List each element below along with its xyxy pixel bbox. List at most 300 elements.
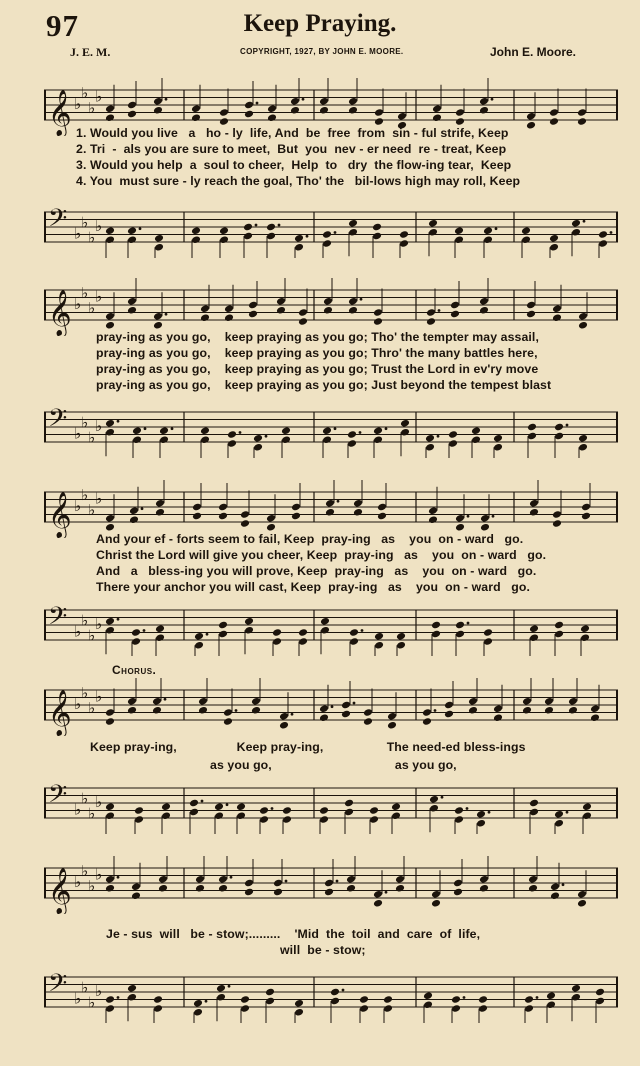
note-head (395, 884, 405, 893)
flat-icon: ♭ (95, 615, 103, 633)
note-head (105, 321, 115, 330)
note-head (319, 806, 329, 815)
flat-icon: ♭ (95, 687, 103, 706)
note-head (349, 628, 359, 637)
flat-icon: ♭ (74, 95, 82, 113)
flat-icon: ♭ (74, 497, 82, 515)
note-head (468, 706, 478, 715)
system1-verse3: 3. Would you help a soul to cheer, Help to dry the flow-ing tear, Keep (76, 158, 512, 172)
note-head (577, 117, 587, 126)
note-head (399, 230, 409, 239)
flat-icon: ♭ (88, 500, 96, 519)
flat-icon: ♭ (88, 428, 96, 447)
note-head (432, 113, 442, 122)
flat-icon: ♭ (95, 217, 103, 235)
note-head (529, 799, 539, 808)
note-head (546, 991, 556, 1000)
dot-mark (359, 431, 362, 434)
note-head (369, 806, 379, 815)
note-head (154, 234, 164, 243)
dot-mark (337, 500, 340, 503)
note-head (105, 113, 115, 122)
flat-icon: ♭ (74, 800, 82, 819)
note-head (524, 995, 534, 1004)
note-head (281, 426, 291, 435)
note-head (279, 721, 289, 730)
dot-mark (144, 427, 147, 430)
flat-icon: ♭ (81, 213, 89, 232)
lyricist-credit: J. E. M. (70, 45, 111, 59)
note-head (127, 706, 137, 715)
note-head (105, 995, 115, 1004)
note-head (479, 106, 489, 115)
note-head (348, 219, 358, 228)
treble-clef-icon: 𝄞 (48, 690, 72, 736)
note-head (259, 806, 269, 815)
system1-verse4: 4. You must sure - ly reach the goal, Tho' the bil-lows high may roll, Keep (76, 174, 521, 188)
note-head (127, 226, 137, 235)
dot-mark (360, 298, 363, 301)
dot-mark (117, 876, 120, 879)
dot-mark (306, 235, 309, 238)
note-head (568, 706, 578, 715)
dot-mark (566, 811, 569, 814)
flat-icon: ♭ (88, 98, 96, 117)
flat-icon: ♭ (95, 87, 103, 106)
note-head (266, 223, 276, 232)
note-head (526, 121, 536, 130)
note-head (374, 117, 384, 126)
note-head (132, 426, 142, 435)
note-head (582, 802, 592, 811)
copyright-notice: COPYRIGHT, 1927, BY JOHN E. MOORE. (240, 47, 404, 56)
dot-mark (278, 224, 281, 227)
note-head (598, 230, 608, 239)
note-head (153, 995, 163, 1004)
dot-mark (230, 876, 233, 879)
note-head (431, 899, 441, 908)
system4-echo-lyric: as you go, as you go, (210, 758, 457, 772)
flat-icon: ♭ (95, 982, 103, 1000)
note-head (448, 430, 458, 439)
note-head (219, 226, 229, 235)
system2-bass-staff (44, 400, 618, 458)
note-head (544, 706, 554, 715)
note-head (454, 806, 464, 815)
note-head (373, 899, 383, 908)
note-head (159, 426, 169, 435)
note-head (161, 802, 171, 811)
note-head (153, 106, 163, 115)
note-head (282, 806, 292, 815)
hymn-title: Keep Praying. (243, 10, 397, 37)
note-head (216, 984, 226, 993)
note-head (578, 434, 588, 443)
note-head (348, 306, 358, 315)
dot-mark (201, 800, 204, 803)
note-head (383, 995, 393, 1004)
bass-clef-icon: 𝄢 (48, 969, 68, 1004)
note-head (155, 508, 165, 517)
note-head (571, 984, 581, 993)
dot-mark (239, 431, 242, 434)
note-head (218, 884, 228, 893)
note-head (526, 310, 536, 319)
flat-icon: ♭ (81, 485, 89, 504)
system3-verse1: And your ef - forts seem to fail, Keep pray-ing as you on - ward go. (96, 532, 524, 546)
note-head (554, 810, 564, 819)
note-head (483, 226, 493, 235)
note-head (453, 888, 463, 897)
note-head (244, 888, 254, 897)
note-head (374, 632, 384, 641)
system5-lyric: Je - sus will be - stow;......... 'Mid the toil and care of life, (106, 927, 481, 941)
note-head (189, 799, 199, 808)
note-head (428, 219, 438, 228)
note-head (347, 430, 357, 439)
note-head (248, 310, 258, 319)
dot-mark (235, 709, 238, 712)
note-head (346, 884, 356, 893)
note-head (272, 628, 282, 637)
dot-mark (334, 427, 337, 430)
note-head (396, 632, 406, 641)
flat-icon: ♭ (88, 876, 96, 895)
dot-mark (466, 807, 469, 810)
dot-mark (226, 803, 229, 806)
note-head (251, 706, 261, 715)
note-head (455, 523, 465, 532)
note-head (493, 713, 503, 722)
note-head (478, 995, 488, 1004)
dot-mark (334, 231, 337, 234)
flat-icon: ♭ (88, 698, 96, 717)
note-head (391, 802, 401, 811)
dot-mark (139, 227, 142, 230)
system5-treble-staff (44, 856, 618, 914)
note-head (105, 523, 115, 532)
note-head (320, 617, 330, 626)
dot-mark (302, 98, 305, 101)
note-head (319, 713, 329, 722)
system2-verse3: pray-ing as you go, keep praying as you go; Trust the Lord in ev'ry move (96, 362, 539, 376)
note-head (426, 317, 436, 326)
dot-mark (610, 231, 613, 234)
dot-mark (467, 622, 470, 625)
flat-icon: ♭ (95, 865, 103, 884)
bass-clef-icon: 𝄢 (48, 780, 68, 815)
note-head (330, 988, 340, 997)
note-head (267, 113, 277, 122)
note-head (400, 419, 410, 428)
flat-icon: ♭ (81, 978, 89, 997)
note-head (529, 508, 539, 517)
note-head (155, 624, 165, 633)
dot-mark (285, 880, 288, 883)
system4-lyric: Keep pray-ing, Keep pray-ing, The need-ed bless-ings (90, 740, 526, 754)
note-head (580, 624, 590, 633)
dot-mark (256, 102, 259, 105)
dot-mark (206, 633, 209, 636)
note-head (198, 706, 208, 715)
flat-icon: ♭ (95, 287, 103, 306)
chorus-label: Chorus. (112, 663, 157, 677)
note-head (529, 624, 539, 633)
note-head (455, 621, 465, 630)
note-head (219, 117, 229, 126)
note-head (236, 802, 246, 811)
flat-icon: ♭ (88, 228, 96, 247)
note-head (423, 991, 433, 1000)
dot-mark (441, 796, 444, 799)
flat-icon: ♭ (74, 622, 82, 641)
flat-icon: ♭ (81, 683, 89, 702)
system3-verse4: There your anchor you will cast, Keep pray-ing as you on - ward go. (96, 580, 530, 594)
note-head (522, 706, 532, 715)
dot-mark (385, 891, 388, 894)
note-head (153, 321, 163, 330)
note-head (131, 628, 141, 637)
note-head (223, 717, 233, 726)
flat-icon: ♭ (88, 298, 96, 317)
note-head (373, 426, 383, 435)
dot-mark (536, 996, 539, 999)
note-head (192, 512, 202, 521)
system3-treble-staff (44, 480, 618, 538)
note-head (324, 888, 334, 897)
note-head (377, 512, 387, 521)
hymn-number: 97 (46, 8, 79, 43)
note-head (200, 426, 210, 435)
note-head (298, 317, 308, 326)
note-head (240, 995, 250, 1004)
note-head (363, 717, 373, 726)
flat-icon: ♭ (74, 424, 82, 443)
system1-bass-staff (44, 200, 618, 258)
system1-verse1: 1. Would you live a ho - ly life, And be free from sin - ful strife, Keep (76, 126, 509, 140)
dot-mark (117, 618, 120, 621)
dot-mark (336, 880, 339, 883)
note-head (479, 306, 489, 315)
note-head (298, 628, 308, 637)
note-head (422, 717, 432, 726)
note-head (291, 512, 301, 521)
flat-icon: ♭ (81, 861, 89, 880)
note-head (353, 508, 363, 517)
note-head (450, 310, 460, 319)
note-head (244, 617, 254, 626)
dot-mark (467, 515, 470, 518)
note-head (127, 306, 137, 315)
note-head (131, 891, 141, 900)
note-head (431, 621, 441, 630)
flat-icon: ♭ (74, 295, 82, 313)
dot-mark (164, 698, 167, 701)
note-head (480, 523, 490, 532)
dot-mark (271, 807, 274, 810)
bass-clef-icon: 𝄢 (48, 602, 68, 637)
note-head (578, 321, 588, 330)
note-head (451, 995, 461, 1004)
note-head (571, 219, 581, 228)
system3-bass-staff (44, 598, 618, 656)
system3-verse3: And a bless-ing you will prove, Keep pray-ing as you on - ward go. (96, 564, 537, 578)
system4-bass-staff (44, 776, 618, 834)
note-head (323, 306, 333, 315)
note-head (105, 419, 115, 428)
bass-clef-icon: 𝄢 (48, 404, 68, 439)
note-head (105, 717, 115, 726)
treble-clef-icon: 𝄞 (48, 868, 72, 914)
note-head (527, 423, 537, 432)
note-head (595, 988, 605, 997)
dot-mark (117, 996, 120, 999)
note-head (554, 423, 564, 432)
note-head (194, 632, 204, 641)
system2-verse2: pray-ing as you go, keep praying as you go; Thro' the many battles here, (96, 346, 538, 360)
dot-mark (205, 1000, 208, 1003)
note-head (129, 515, 139, 524)
dot-mark (255, 224, 258, 227)
dot-mark (143, 629, 146, 632)
note-head (158, 884, 168, 893)
note-head (493, 434, 503, 443)
note-head (253, 434, 263, 443)
note-head (348, 106, 358, 115)
note-head (214, 802, 224, 811)
note-head (240, 519, 250, 528)
dot-mark (165, 98, 168, 101)
note-head (373, 317, 383, 326)
dot-mark (492, 515, 495, 518)
flat-icon: ♭ (88, 626, 96, 645)
note-head (105, 617, 115, 626)
dot-mark (495, 227, 498, 230)
note-head (218, 512, 228, 521)
note-head (590, 713, 600, 722)
note-head (471, 426, 481, 435)
note-head (550, 891, 560, 900)
note-head (528, 884, 538, 893)
flat-icon: ♭ (74, 224, 82, 243)
note-head (127, 984, 137, 993)
note-head (429, 795, 439, 804)
note-head (193, 999, 203, 1008)
system2-verse4: pray-ing as you go, keep praying as you go; Just beyond the tempest blast (96, 378, 552, 392)
note-head (290, 106, 300, 115)
dot-mark (265, 435, 268, 438)
dot-mark (562, 883, 565, 886)
treble-clef-icon: 𝄞 (48, 290, 72, 336)
flat-icon: ♭ (74, 873, 82, 891)
note-head (105, 226, 115, 235)
note-head (243, 223, 253, 232)
note-head (577, 899, 587, 908)
note-head (344, 799, 354, 808)
system2-verse1: pray-ing as you go, keep praying as you go; Tho' the tempter may assail, (96, 330, 539, 344)
note-head (483, 628, 493, 637)
dot-mark (141, 507, 144, 510)
flat-icon: ♭ (95, 417, 103, 435)
note-head (444, 710, 454, 719)
note-head (152, 706, 162, 715)
flat-icon: ♭ (95, 489, 103, 508)
note-head (549, 117, 559, 126)
note-head (127, 110, 137, 119)
flat-icon: ♭ (74, 695, 82, 713)
flat-icon: ♭ (81, 283, 89, 302)
note-head (322, 230, 332, 239)
dot-mark (437, 435, 440, 438)
flat-icon: ♭ (88, 993, 96, 1012)
note-head (479, 884, 489, 893)
note-head (372, 223, 382, 232)
note-head (549, 234, 559, 243)
note-head (387, 721, 397, 730)
system1-verse2: 2. Tri - als you are sure to meet, But you nev - er need re - treat, Keep (76, 142, 507, 156)
dot-mark (434, 709, 437, 712)
system5-bass-staff (44, 965, 618, 1023)
flat-icon: ♭ (81, 413, 89, 432)
note-head (454, 226, 464, 235)
note-head (476, 810, 486, 819)
dot-mark (171, 427, 174, 430)
note-head (200, 313, 210, 322)
note-head (341, 710, 351, 719)
note-head (276, 306, 286, 315)
note-head (552, 519, 562, 528)
note-head (455, 117, 465, 126)
flat-icon: ♭ (95, 793, 103, 811)
dot-mark (165, 313, 168, 316)
dot-mark (331, 705, 334, 708)
dot-mark (385, 427, 388, 430)
flat-icon: ♭ (81, 611, 89, 630)
bass-clef-icon: 𝄢 (48, 204, 68, 239)
dot-mark (463, 996, 466, 999)
note-head (554, 621, 564, 630)
flat-icon: ♭ (81, 789, 89, 808)
treble-clef-icon: 𝄞 (48, 492, 72, 538)
note-head (134, 806, 144, 815)
system4-treble-staff (44, 678, 618, 736)
flat-icon: ♭ (74, 989, 82, 1008)
note-head (294, 234, 304, 243)
flat-icon: ♭ (88, 804, 96, 823)
note-head (428, 515, 438, 524)
note-head (227, 430, 237, 439)
system5-echo-lyric: will be - stow; (280, 943, 366, 957)
dot-mark (361, 629, 364, 632)
note-head (218, 621, 228, 630)
note-head (521, 226, 531, 235)
system3-verse2: Christ the Lord will give you cheer, Keep pray-ing as you on - ward go. (96, 548, 547, 562)
dot-mark (491, 98, 494, 101)
note-head (319, 106, 329, 115)
flat-icon: ♭ (81, 83, 89, 102)
note-head (325, 508, 335, 517)
note-head (105, 884, 115, 893)
note-head (191, 113, 201, 122)
composer-credit: John E. Moore. (490, 45, 577, 59)
dot-mark (353, 702, 356, 705)
note-head (195, 884, 205, 893)
note-head (294, 999, 304, 1008)
dot-mark (566, 424, 569, 427)
dot-mark (583, 220, 586, 223)
note-head (581, 512, 591, 521)
dot-mark (438, 309, 441, 312)
